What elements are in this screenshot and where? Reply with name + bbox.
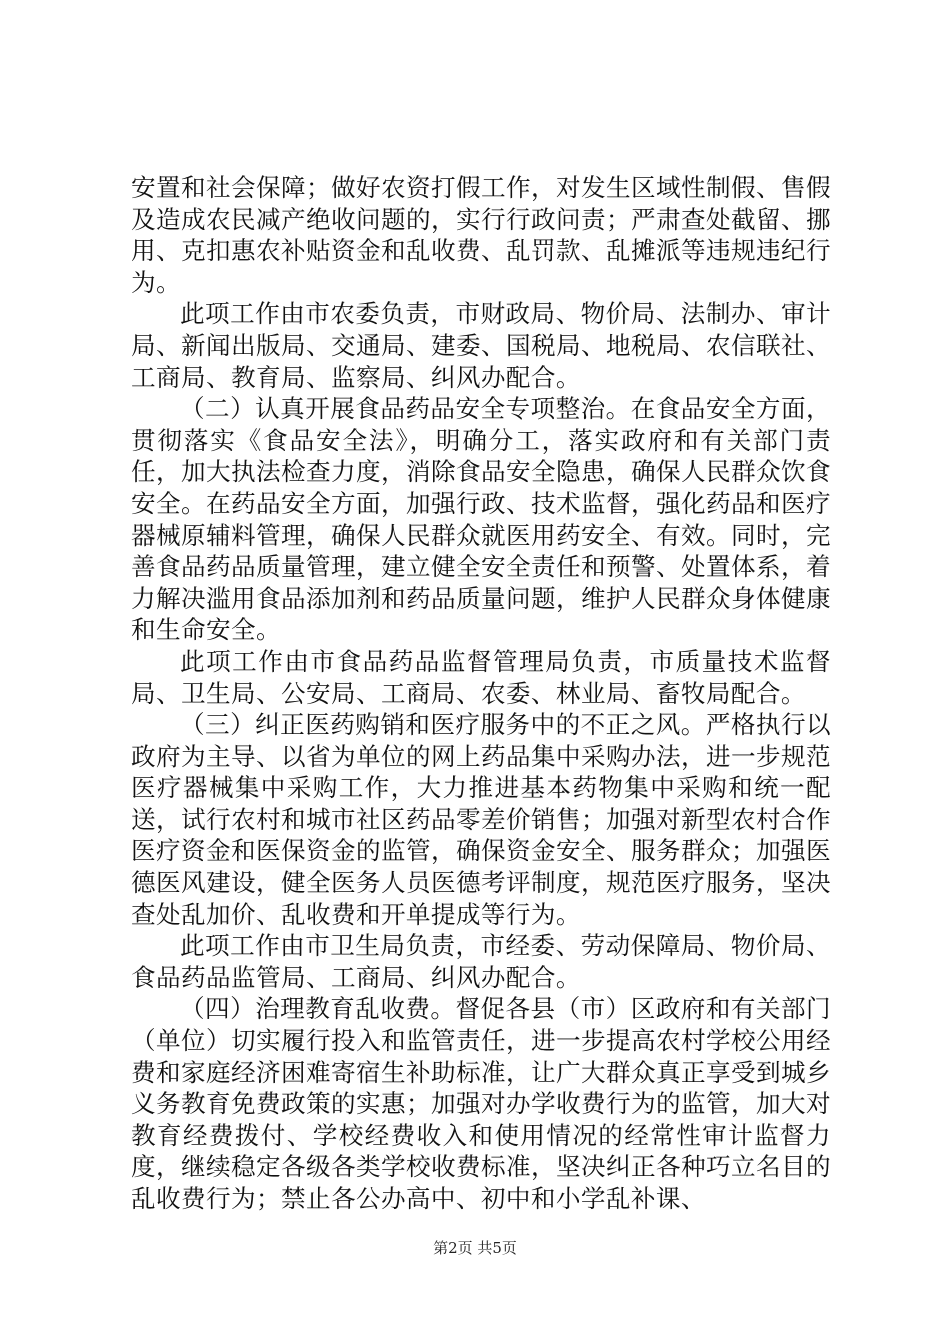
paragraph-education-fees: （四）治理教育乱收费。督促各县（市）区政府和有关部门（单位）切实履行投入和监管责任，进一步提高农村学校公用经费和家庭经济困难寄宿生补助标准，让广大群众真正享受到城乡义务教育免费政策的实惠；加强对办学收费行为的监管，加大对教育经费拨付、学校经费收入和使用情况的经常性审计监督力度，继续稳定各级各类学校收费标准，坚决纠正各种巧立名目的乱收费行为；禁止各公办高中、初中和小学乱补课、: [131, 994, 831, 1213]
paragraph-health-responsibility: 此项工作由市卫生局负责，市经委、劳动保障局、物价局、食品药品监管局、工商局、纠风办配合。: [131, 931, 831, 992]
paragraph-food-drug-responsibility: 此项工作由市食品药品监督管理局负责，市质量技术监督局、卫生局、公安局、工商局、农委、林业局、畜牧局配合。: [131, 646, 831, 708]
document-body: [131, 172, 831, 1215]
page-number-footer: 第2页 共5页: [433, 1239, 517, 1257]
paragraph-continuation: 安置和社会保障；做好农资打假工作，对发生区域性制假、售假及造成农民减产绝收问题的，实行行政问责；严肃查处截留、挪用、克扣惠农补贴资金和乱收费、乱罚款、乱摊派等违规违纪行为。: [131, 173, 831, 297]
paragraph-agriculture-responsibility: 此项工作由市农委负责，市财政局、物价局、法制办、审计局、新闻出版局、交通局、建委、国税局、地税局、农信联社、工商局、教育局、监察局、纠风办配合。: [131, 299, 831, 392]
paragraph-food-drug-safety: （二）认真开展食品药品安全专项整治。在食品安全方面，贯彻落实《食品安全法》，明确分工，落实政府和有关部门责任，加大执法检查力度，消除食品安全隐患，确保人民群众饮食安全。在药品安全方面，加强行政、技术监督，强化药品和医疗器械原辅料管理，确保人民群众就医用药安全、有效。同时，完善食品药品质量管理，建立健全安全责任和预警、处置体系，着力解决滥用食品添加剂和药品质量问题，维护人民群众身体健康和生命安全。: [131, 394, 831, 645]
paragraph-medical-practice: （三）纠正医药购销和医疗服务中的不正之风。严格执行以政府为主导、以省为单位的网上药品集中采购办法，进一步规范医疗器械集中采购工作，大力推进基本药物集中采购和统一配送，试行农村和城市社区药品零差价销售；加强对新型农村合作医疗资金和医保资金的监管，确保资金安全、服务群众；加强医德医风建设，健全医务人员医德考评制度，规范医疗服务，坚决查处乱加价、乱收费和开单提成等行为。: [131, 710, 831, 929]
